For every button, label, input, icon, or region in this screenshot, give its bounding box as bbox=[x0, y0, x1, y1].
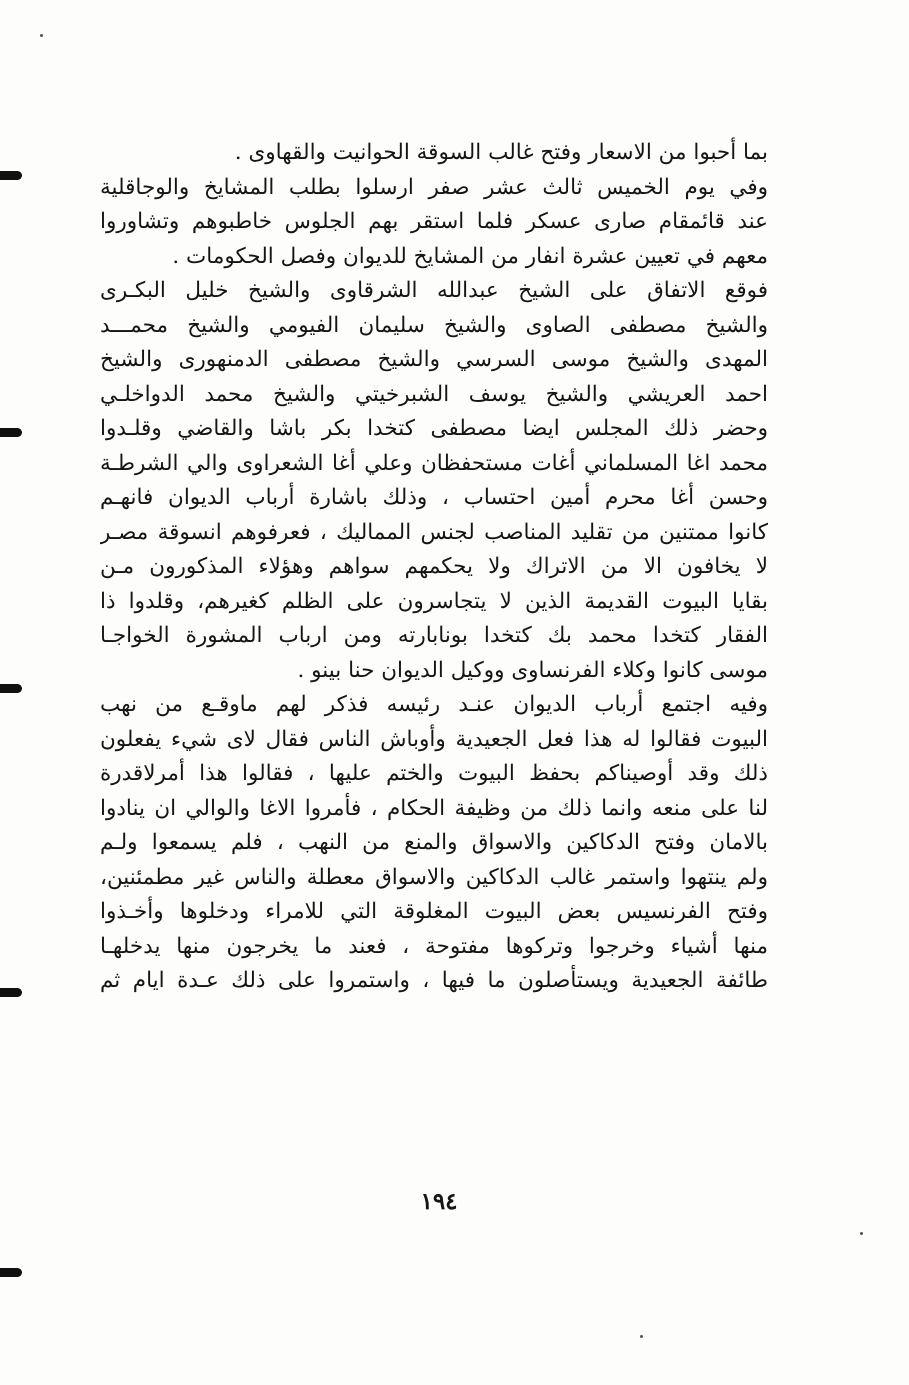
text-line: بقايا البيوت القديمة الذين لا يتجاسرون على الظلم كغيرهم، وقلدوا ذا bbox=[100, 588, 768, 614]
text-line: فوقع الاتفاق على الشيخ عبدالله الشرقاوى والشيخ خليل البكـرى bbox=[100, 278, 768, 303]
text-line: الفقار كتخدا محمد بك كتخدا بونابارته ومن ارباب المشورة الخواجـا bbox=[100, 623, 768, 648]
text-line: بما أحبوا من الاسعار وفتح غالب السوقة الحوانيت والقهاوى . bbox=[234, 140, 768, 165]
text-line: لا يخافون الا من الاتراك ولا يحكمهم سواهم وهؤلاء المذكورون مـن bbox=[100, 554, 768, 579]
text-line: طائفة الجعيدية ويستأصلون ما فيها ، واستمروا على ذلك عـدة ايام ثم bbox=[100, 968, 768, 993]
page-number: ١٩٤ bbox=[420, 1188, 458, 1215]
text-line: وفي يوم الخميس ثالث عشر صفر ارسلوا بطلب المشايخ والوجاقلية bbox=[100, 174, 768, 200]
text-line: والشيخ مصطفى الصاوى والشيخ سليمان الفيومي والشيخ محمـــد bbox=[100, 312, 768, 338]
scan-speck bbox=[860, 1232, 863, 1235]
text-line: وحسن أغا محرم أمين احتساب ، وذلك باشارة أرباب الديوان فانهـم bbox=[100, 485, 768, 510]
binding-mark bbox=[0, 1268, 22, 1277]
binding-mark bbox=[0, 684, 22, 693]
binding-mark bbox=[0, 171, 22, 180]
text-line: لنا على منعه وانما ذلك من وظيفة الحكام ، فأمروا الاغا والوالي ان ينادوا bbox=[100, 795, 768, 821]
binding-mark bbox=[0, 988, 22, 997]
text-line: وحضر ذلك المجلس ايضا مصطفى كتخدا بكر باشا والقاضي وقلـدوا bbox=[100, 416, 768, 441]
text-line: ذلك وقد أوصيناكم بحفظ البيوت والختم عليها ، فقالوا هذا أمرلاقدرة bbox=[100, 761, 768, 786]
text-line: البيوت فقالوا له هذا فعل الجعيدية وأوباش الناس فقال لاى شيء يفعلون bbox=[100, 726, 768, 752]
text-line: المهدى والشيخ موسى السرسي والشيخ مصطفى الدمنهورى والشيخ bbox=[100, 347, 768, 372]
scan-speck bbox=[40, 34, 43, 37]
text-line: بالامان وفتح الدكاكين والاسواق والمنع من النهب ، فلم يسمعوا ولـم bbox=[100, 830, 768, 855]
text-line: محمد اغا المسلماني أغات مستحفظان وعلي أغا الشعراوى والي الشرطـة bbox=[100, 450, 768, 476]
text-line: كانوا ممتنين من تقليد المناصب لجنس المماليك ، فعرفوهم انسوقة مصـر bbox=[100, 519, 768, 545]
text-line: وفتح الفرنسيس بعض البيوت المغلوقة التي للامراء ودخلوها وأخـذوا bbox=[100, 899, 768, 924]
text-line: ولم ينتهوا واستمر غالب الدكاكين والاسواق معطلة والناس غير مطمئنين، bbox=[100, 864, 768, 890]
text-line: موسى كانوا وكلاء الفرنساوى ووكيل الديوان حنا بينو . bbox=[297, 657, 768, 683]
text-line: احمد العريشي والشيخ يوسف الشبرخيتي والشيخ محمد الدواخلـي bbox=[100, 381, 768, 407]
scan-speck bbox=[640, 1335, 643, 1338]
text-line: عند قائمقام صارى عسكر فلما استقر بهم الجلوس خاطبوهم وتشاوروا bbox=[100, 209, 768, 234]
body-text bbox=[100, 136, 768, 999]
text-line: معهم في تعيين عشرة انفار من المشايخ للديوان وفصل الحكومات . bbox=[172, 243, 768, 269]
binding-mark bbox=[0, 428, 22, 437]
text-line: منها أشياء وخرجوا وتركوها مفتوحة ، فعند ما يخرجون منها يدخلهـا bbox=[100, 933, 768, 959]
text-line: وفيه اجتمع أرباب الديوان عنـد رئيسه فذكر لهم ماوقـع من نهب bbox=[100, 692, 768, 717]
